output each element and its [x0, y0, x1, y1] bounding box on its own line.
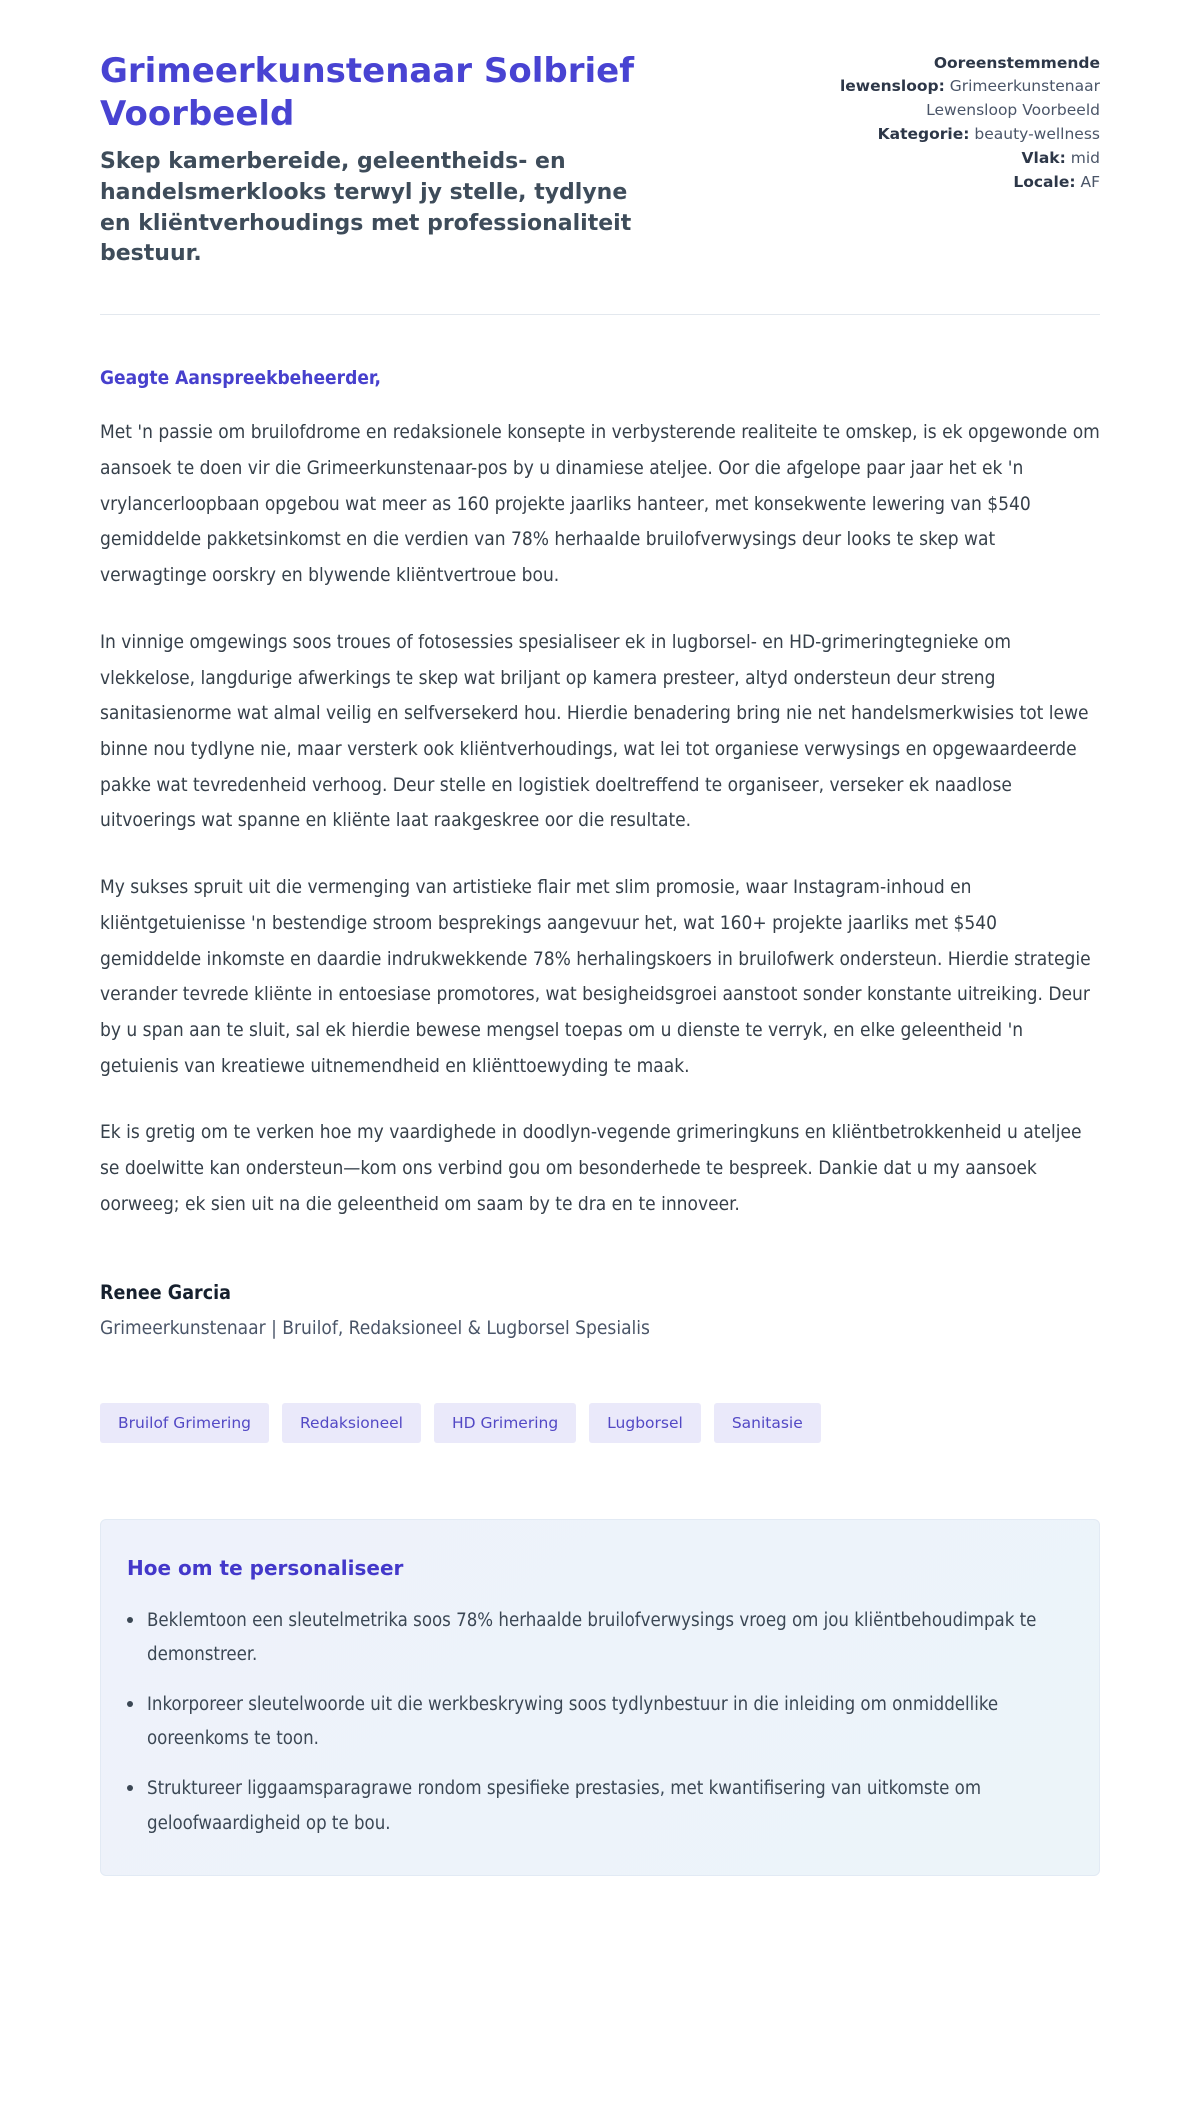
letter-paragraph: In vinnige omgewings soos troues of fotosessies spesialiseer ek in lugborsel- en HD-grimeringtegnieke om vlekkelose, langdurige afwerkings te skep wat briljant op kamera presteer, altyd ondersteun deur streng sanitasienorme wat almal veilig en selfversekerd hou. Hierdie benadering bring nie net handelsmerkwisies tot lewe binne nou tydlyne nie, maar versterk ook kliëntverhoudings, wat lei tot organiese verwysings en opgewaardeerde pakke wat tevredenheid verhoog. Deur stelle en logistiek doeltreffend te organiseer, verseker ek naadlose uitvoerings wat spanne en kliënte laat raakgeskree oor die resultate. [100, 630, 1089, 832]
meta-value: AF [1080, 173, 1100, 192]
tip-text: Inkorporeer sleutelwoorde uit die werkbeskrywing soos tydlynbestuur in die inleiding om onmiddellike ooreenkoms te toon. [147, 1694, 999, 1750]
meta-item [835, 147, 1100, 170]
tip-list [125, 1604, 1069, 1841]
tag-chip[interactable]: HD Grimering [434, 1403, 576, 1443]
personalize-heading: Hoe om te personaliseer [127, 1555, 404, 1580]
header [100, 50, 1100, 270]
signature-block [100, 1281, 1100, 1339]
letter-paragraph: My sukses spruit uit die vermenging van artistieke flair met slim promosie, waar Instagram-inhoud en kliëntgetuienisse 'n bestendige stroom besprekings aangevuur het, wat 160+ projekte jaarliks met $540 gemiddelde inkomste en daardie indrukwekkende 78% herhalingskoers in bruilofwerk ondersteun. Hierdie strategie verander tevrede kliënte in entoesiase promotores, wat besigheidsgroei aanstoot sonder konstante uitreiking. Deur by u span aan te sluit, sal ek hierdie bewese mengsel toepas om u dienste te verryk, en elke geleentheid 'n getuienis van kreatiewe uitnemendheid en kliënttoewyding te maak. [100, 876, 1091, 1077]
meta-item [835, 52, 1100, 122]
tag-chip[interactable]: Redaksioneel [282, 1403, 421, 1443]
meta-item [835, 171, 1100, 194]
meta-list [835, 50, 1100, 196]
personalize-box [100, 1519, 1100, 1876]
meta-value: mid [1070, 149, 1100, 167]
tip-item [125, 1604, 1069, 1672]
letter-paragraph: Ek is gretig om te verken hoe my vaardighede in doodlyn-vegende grimeringkuns en kliëntbetrokkenheid u ateljee se doelwitte kan ondersteun—kom ons verbind gou om besonderhede te bespreek. Dankie dat u my aansoek oorweeg; ek sien uit na die geleentheid om saam by te dra en te innoveer. [100, 1121, 1082, 1215]
tag-chip[interactable]: Lugborsel [589, 1403, 701, 1443]
tip-text: Beklemtoon een sleutelmetrika soos 78% herhaalde bruilofverwysings vroeg om jou kliëntbehoudimpak te demonstreer. [147, 1609, 1037, 1665]
signature-name: Renee Garcia [100, 1280, 231, 1304]
meta-label: Locale: [1013, 173, 1076, 192]
tag-chip[interactable]: Bruilof Grimering [100, 1403, 269, 1443]
bullet-icon [127, 1785, 133, 1791]
meta-label: Kategorie: [877, 124, 970, 143]
letter-greeting: Geagte Aanspreekbeheerder, [100, 367, 382, 390]
meta-value: beauty-wellness [974, 124, 1100, 143]
meta-item [835, 123, 1100, 146]
header-divider [100, 314, 1100, 315]
bullet-icon [127, 1617, 133, 1623]
signature-title: Grimeerkunstenaar | Bruilof, Redaksioneel & Lugborsel Spesialis [100, 1316, 650, 1339]
tag-list [100, 1403, 1100, 1443]
bullet-icon [127, 1701, 133, 1707]
page-root [80, 0, 1120, 1920]
meta-value: Grimeerkunstenaar Lewensloop Voorbeeld [926, 77, 1100, 119]
letter-body [100, 415, 1100, 1222]
page-subtitle: Skep kamerbereide, geleentheids- en handelsmerklooks terwyl jy stelle, tydlyne en kliëntverhoudings met professionaliteit bestuur. [100, 149, 632, 267]
tip-item [125, 1688, 1069, 1756]
page-title: Grimeerkunstenaar Solbrief Voorbeeld [100, 51, 635, 134]
header-title-block [100, 50, 660, 270]
meta-label: Ooreenstemmende lewensloop: [839, 54, 1100, 96]
tag-chip[interactable]: Sanitasie [714, 1403, 821, 1443]
meta-label: Vlak: [1021, 149, 1066, 167]
letter-paragraph: Met 'n passie om bruilofdrome en redaksionele konsepte in verbysterende realiteite te omskep, is ek opgewonde om aansoek te doen vir die Grimeerkunstenaar-pos by u dinamiese ateljee. Oor die afgelope paar jaar het ek 'n vrylancerloopbaan opgebou wat meer as 160 projekte jaarliks hanteer, met konsekwente lewering van $540 gemiddelde pakketsinkomst en die verdien van 78% herhaalde bruilofverwysings deur looks te skep wat verwagtinge oorskry en blywende kliëntvertroue bou. [100, 421, 1100, 587]
tip-text: Struktureer liggaamsparagrawe rondom spesifieke prestasies, met kwantifisering van uitkomste om geloofwaardigheid op te bou. [147, 1778, 982, 1834]
tip-item [125, 1772, 1069, 1840]
